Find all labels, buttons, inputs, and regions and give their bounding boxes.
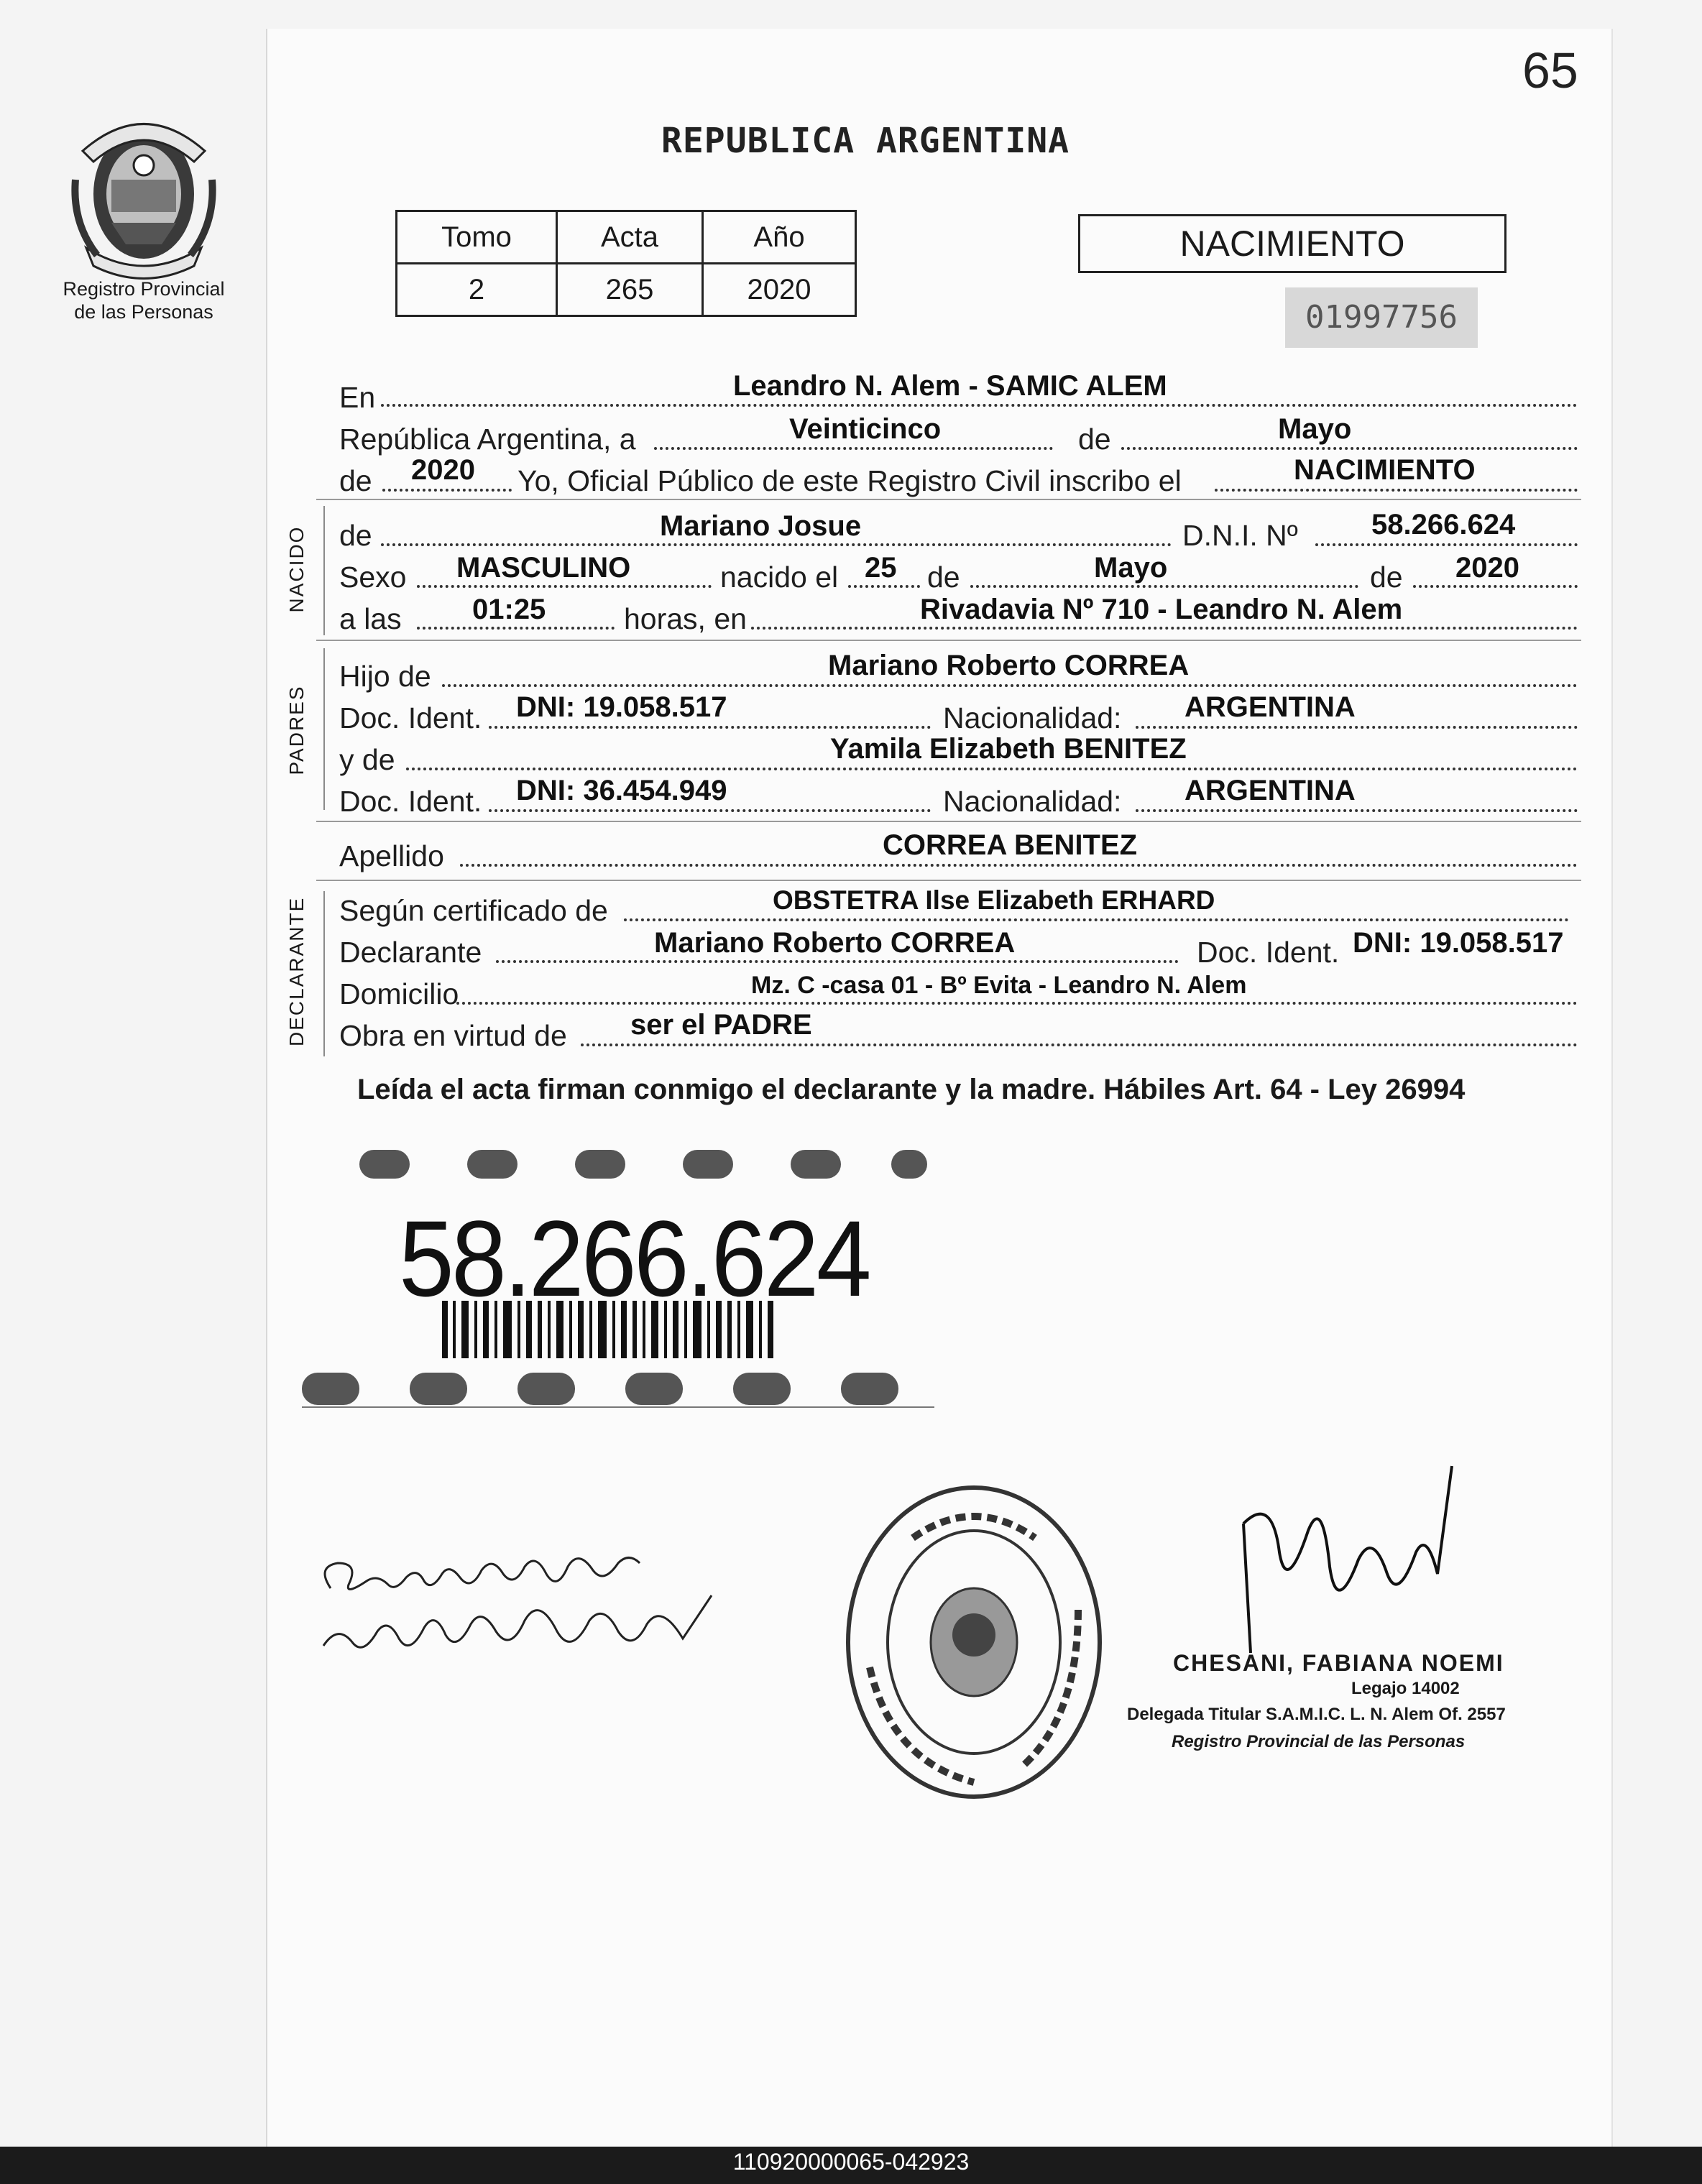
month-value: Mayo bbox=[1278, 413, 1352, 445]
section-divider bbox=[316, 821, 1581, 822]
section-divider bbox=[316, 880, 1581, 881]
apellido-label: Apellido bbox=[339, 839, 444, 872]
y-de-label: y de bbox=[339, 743, 395, 776]
birth-month-value: Mayo bbox=[1094, 552, 1168, 584]
table-header-acta: Acta bbox=[557, 211, 703, 264]
section-divider bbox=[316, 499, 1581, 500]
nacionalidad-label: Nacionalidad: bbox=[943, 785, 1122, 818]
father-doc-value: DNI: 19.058.517 bbox=[516, 691, 727, 723]
a-las-label: a las bbox=[339, 602, 402, 635]
dotted-line bbox=[970, 585, 1358, 588]
dotted-line bbox=[417, 585, 712, 588]
serial-stamp: 01997756 bbox=[1285, 287, 1478, 348]
acta-value: 265 bbox=[557, 264, 703, 316]
father-name-value: Mariano Roberto CORREA bbox=[828, 650, 1190, 681]
sexo-label: Sexo bbox=[339, 561, 407, 594]
de-label: de bbox=[1078, 423, 1111, 456]
section-divider bbox=[316, 640, 1581, 641]
dotted-line bbox=[406, 768, 1578, 770]
en-label: En bbox=[339, 381, 376, 414]
doc-label: Doc. Ident. bbox=[339, 785, 482, 818]
declarante-section-label: DECLARANTE bbox=[285, 896, 308, 1046]
dotted-line bbox=[1136, 726, 1578, 729]
dotted-line bbox=[848, 585, 920, 588]
obra-value: ser el PADRE bbox=[630, 1009, 812, 1041]
dni-big-number: 58.266.624 bbox=[399, 1198, 869, 1319]
official-text: Yo, Oficial Público de este Registro Civil inscribo el bbox=[518, 464, 1182, 497]
section-bracket bbox=[323, 891, 325, 1056]
ano-value: 2020 bbox=[703, 264, 856, 316]
volume-table bbox=[395, 210, 857, 317]
official-seal bbox=[841, 1480, 1107, 1804]
dotted-line bbox=[381, 543, 1172, 546]
nacido-section-label: NACIDO bbox=[285, 525, 308, 613]
footer-code: 110920000065-042923 bbox=[732, 2149, 970, 2175]
tomo-value: 2 bbox=[397, 264, 557, 316]
sexo-value: MASCULINO bbox=[456, 552, 631, 584]
de-label: de bbox=[339, 464, 372, 497]
mother-name-value: Yamila Elizabeth BENITEZ bbox=[830, 733, 1187, 765]
dotted-line bbox=[489, 726, 931, 729]
day-words-value: Veinticinco bbox=[789, 413, 942, 445]
dotted-line bbox=[442, 684, 1578, 687]
closing-statement: Leída el acta firman conmigo el declarante y la madre. Hábiles Art. 64 - Ley 26994 bbox=[357, 1074, 1466, 1105]
dotted-line bbox=[581, 1043, 1578, 1046]
birth-time-value: 01:25 bbox=[472, 594, 546, 625]
declarante-label: Declarante bbox=[339, 936, 482, 969]
de-label: de bbox=[339, 519, 372, 552]
republica-label: República Argentina, a bbox=[339, 423, 636, 456]
domicilio-label: Domicilio bbox=[339, 977, 459, 1010]
dotted-line bbox=[1215, 489, 1578, 492]
padres-section-label: PADRES bbox=[285, 685, 308, 775]
page-title: REPUBLICA ARGENTINA bbox=[661, 121, 1070, 161]
dotted-line bbox=[1136, 809, 1578, 812]
dotted-line bbox=[496, 960, 1179, 963]
doc-label: Doc. Ident. bbox=[1197, 936, 1340, 969]
place-value: Leandro N. Alem - SAMIC ALEM bbox=[733, 370, 1167, 402]
mother-nationality-value: ARGENTINA bbox=[1184, 775, 1356, 806]
dotted-line bbox=[460, 864, 1578, 867]
dotted-line bbox=[489, 809, 931, 812]
dotted-line bbox=[456, 1002, 1578, 1005]
dotted-line bbox=[1121, 447, 1578, 450]
doc-label: Doc. Ident. bbox=[339, 701, 482, 734]
de-label: de bbox=[1370, 561, 1403, 594]
dotted-line bbox=[654, 447, 1053, 450]
province-crest-icon bbox=[68, 101, 219, 280]
horas-label: horas, en bbox=[624, 602, 747, 635]
table-header-tomo: Tomo bbox=[397, 211, 557, 264]
de-label: de bbox=[927, 561, 960, 594]
dotted-line bbox=[381, 404, 1578, 407]
certificado-label: Según certificado de bbox=[339, 894, 608, 927]
declarante-doc-value: DNI: 19.058.517 bbox=[1353, 927, 1564, 959]
official-role: Delegada Titular S.A.M.I.C. L. N. Alem Of. 2557 bbox=[1127, 1705, 1506, 1724]
certificado-value: OBSTETRA Ilse Elizabeth ERHARD bbox=[773, 885, 1215, 915]
dotted-line bbox=[417, 627, 615, 630]
apellido-value: CORREA BENITEZ bbox=[883, 829, 1138, 861]
registry-name: Registro Provincial de las Personas bbox=[63, 278, 225, 323]
year-value: 2020 bbox=[411, 454, 475, 486]
dni-label: D.N.I. Nº bbox=[1182, 519, 1298, 552]
official-signature bbox=[1222, 1452, 1495, 1682]
section-bracket bbox=[323, 506, 325, 635]
record-type-box: NACIMIENTO bbox=[1078, 214, 1506, 273]
official-registry: Registro Provincial de las Personas bbox=[1172, 1732, 1466, 1751]
table-row bbox=[397, 264, 856, 316]
declarante-value: Mariano Roberto CORREA bbox=[654, 927, 1016, 959]
dotted-line bbox=[1315, 543, 1578, 546]
dotted-line bbox=[751, 627, 1578, 630]
birth-year-value: 2020 bbox=[1455, 552, 1519, 584]
dotted-line bbox=[1413, 585, 1578, 588]
child-name-value: Mariano Josue bbox=[660, 510, 862, 542]
dotted-line bbox=[382, 489, 512, 492]
section-bracket bbox=[323, 648, 325, 810]
table-row bbox=[397, 211, 856, 264]
dotted-line bbox=[624, 918, 1569, 921]
parents-signature bbox=[309, 1524, 740, 1682]
table-header-ano: Año bbox=[703, 211, 856, 264]
official-legajo: Legajo 14002 bbox=[1351, 1679, 1460, 1698]
official-name: CHESANI, FABIANA NOEMI bbox=[1173, 1650, 1504, 1676]
child-dni-value: 58.266.624 bbox=[1371, 509, 1516, 540]
birthplace-value: Rivadavia Nº 710 - Leandro N. Alem bbox=[920, 594, 1403, 625]
mother-doc-value: DNI: 36.454.949 bbox=[516, 775, 727, 806]
nacionalidad-label: Nacionalidad: bbox=[943, 701, 1122, 734]
hijo-de-label: Hijo de bbox=[339, 660, 431, 693]
domicilio-value: Mz. C -casa 01 - Bº Evita - Leandro N. Alem bbox=[751, 972, 1247, 999]
obra-label: Obra en virtud de bbox=[339, 1019, 567, 1052]
type-value: NACIMIENTO bbox=[1294, 454, 1476, 486]
page-number: 65 bbox=[1522, 42, 1578, 98]
birth-day-value: 25 bbox=[865, 552, 897, 584]
father-nationality-value: ARGENTINA bbox=[1184, 691, 1356, 723]
nacido-el-label: nacido el bbox=[720, 561, 839, 594]
